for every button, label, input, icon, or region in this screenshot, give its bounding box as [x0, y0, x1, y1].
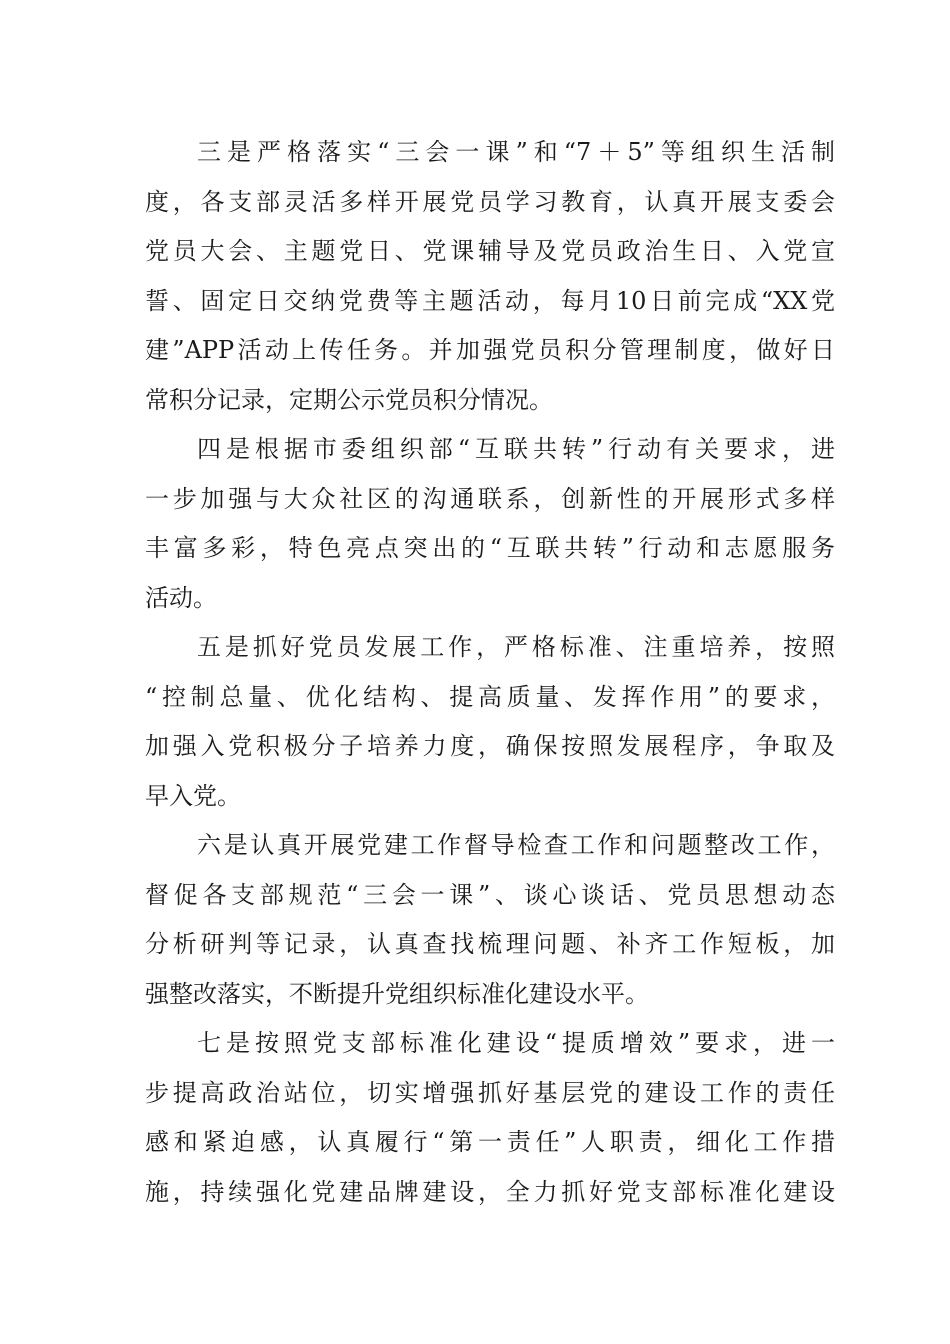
text-line: 早入党。 — [145, 781, 241, 810]
text-line: 分析研判等记录，认真查找梳理问题、补齐工作短板，加 — [145, 930, 835, 958]
paragraph-7 — [145, 1019, 835, 1217]
paragraph-3 — [145, 128, 835, 425]
text-line: 强整改落实，不断提升党组织标准化建设水平。 — [145, 979, 649, 1008]
text-line: 誓、固定日交纳党费等主题活动，每月10日前完成“XX党 — [145, 286, 835, 315]
text-line: 常积分记录，定期公示党员积分情况。 — [145, 385, 553, 414]
text-line: 感和紧迫感，认真履行“第一责任”人职责，细化工作措 — [145, 1128, 835, 1156]
document-body — [145, 128, 835, 1217]
text-line: 度，各支部灵活多样开展党员学习教育，认真开展支委会 — [145, 187, 835, 216]
text-line: 四是根据市委组织部“互联共转”行动有关要求，进 — [197, 435, 835, 463]
text-line: 督促各支部规范“三会一课”、谈心谈话、党员思想动态 — [145, 880, 835, 909]
paragraph-4 — [145, 425, 835, 623]
text-line: 七是按照党支部标准化建设“提质增效”要求，进一 — [197, 1029, 835, 1057]
paragraph-6 — [145, 821, 835, 1019]
text-line: 三是严格落实“三会一课”和“7＋5”等组织生活制 — [197, 138, 835, 166]
text-line: 活动。 — [145, 583, 217, 612]
text-line: 建”APP活动上传任务。并加强党员积分管理制度，做好日 — [145, 336, 835, 364]
text-line: 党员大会、主题党日、党课辅导及党员政治生日、入党宣 — [145, 237, 835, 265]
text-line: 加强入党积极分子培养力度，确保按照发展程序，争取及 — [145, 732, 835, 760]
paragraph-5 — [145, 623, 835, 821]
text-line: 六是认真开展党建工作督导检查工作和问题整改工作， — [197, 831, 835, 859]
text-line: 步提高政治站位，切实增强抓好基层党的建设工作的责任 — [145, 1078, 835, 1107]
text-line: 一步加强与大众社区的沟通联系，创新性的开展形式多样 — [145, 484, 835, 513]
text-line: 五是抓好党员发展工作，严格标准、注重培养，按照 — [197, 633, 835, 661]
text-line: 施，持续强化党建品牌建设，全力抓好党支部标准化建设 — [145, 1177, 835, 1206]
text-line: 丰富多彩，特色亮点突出的“互联共转”行动和志愿服务 — [145, 534, 835, 562]
text-line: “控制总量、优化结构、提高质量、发挥作用”的要求， — [145, 682, 835, 711]
